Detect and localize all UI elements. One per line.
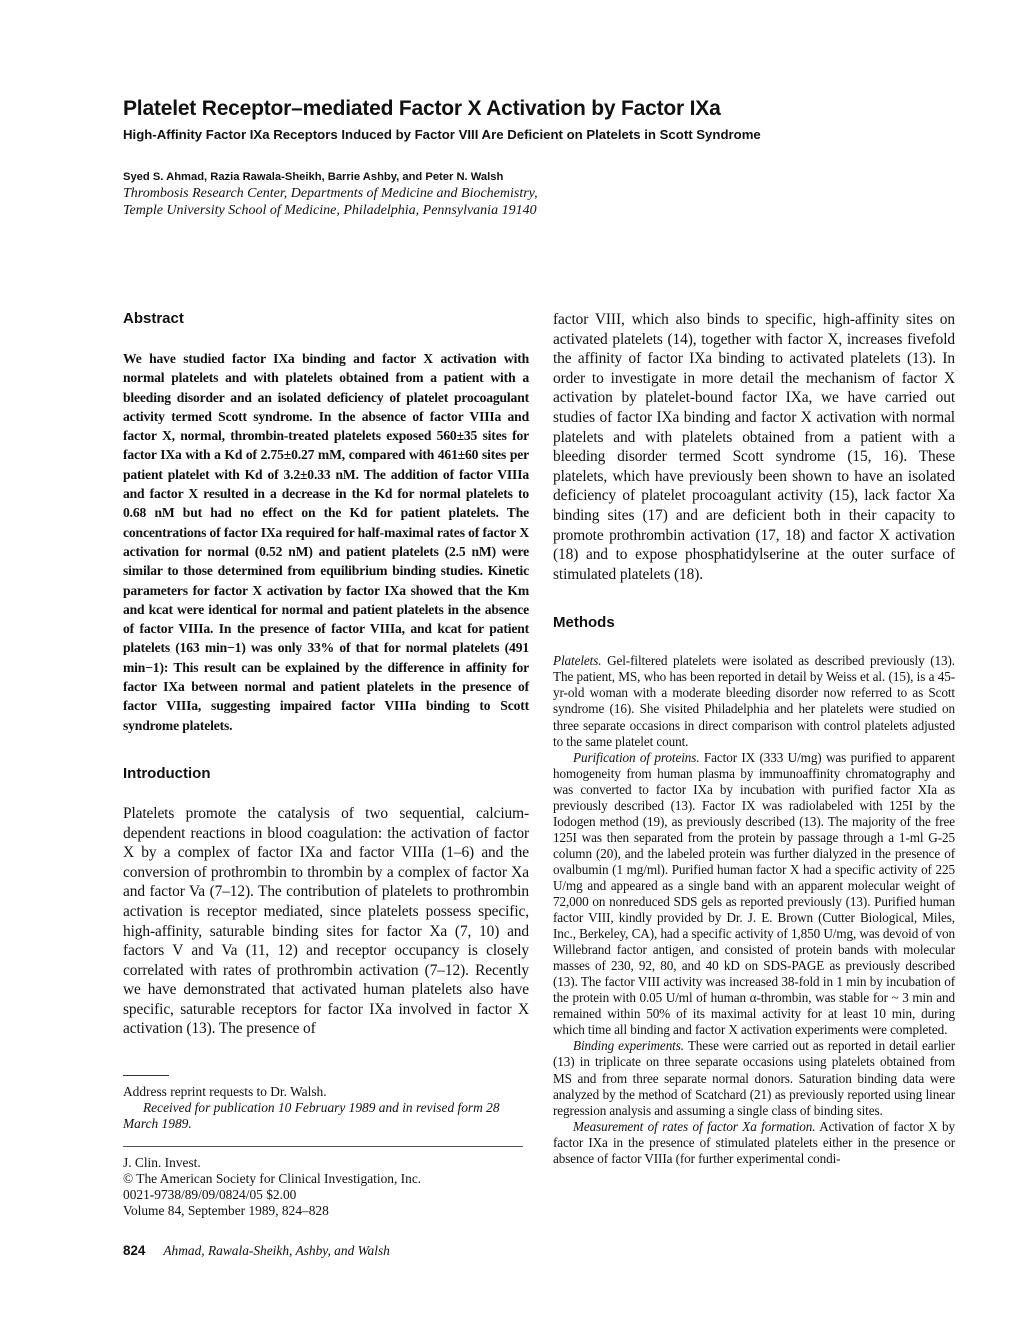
methods-heading: Methods bbox=[553, 614, 615, 632]
author-list: Syed S. Ahmad, Razia Rawala-Sheikh, Barrie Ashby, and Peter N. Walsh bbox=[123, 171, 504, 183]
page-footer bbox=[123, 1243, 390, 1259]
page-number: 824 bbox=[123, 1243, 146, 1258]
introduction-continued-text: factor VIII, which also binds to specific, high-affinity sites on activated platelets (14), together with factor X, increases fivefold the affinity of factor IXa binding to activated platelets (13). In order to investigate in more detail the mechanism of factor X activation by platelet-bound factor IXa, we have carried out studies of factor IXa binding and factor X activation with normal platelets and with platelets obtained from a patient with a bleeding disorder termed Scott syndrome (15, 16). These platelets, which have previously been shown to have an isolated deficiency of platelet procoagulant activity (15), lack factor Xa binding sites (17) and are deficient both in their capacity to promote prothrombin activation (17, 18) and factor X activation (18) and to expose phosphatidylserine at the outer surface of stimulated platelets (18). bbox=[553, 311, 955, 583]
purification-text: Factor IX (333 U/mg) was purified to apparent homogeneity from human plasma by immunoaffinity chromatography and was converted to factor IXa by incubation with purified factor XIa as previously described (13). Factor IX was radiolabeled with 125I by the Iodogen method (19), as previously described (13). The majority of the free 125I was then separated from the protein by passage through a 1-ml G-25 column (20), and the labeled protein was further dialyzed in the presence of ovalbumin (1 mg/ml). Purified human factor X had a specific activity of 225 U/mg and appeared as a single band with an apparent molecular weight of 72,000 on nonreduced SDS gels as reported previously (13). Purified human factor VIII, kindly provided by Dr. J. E. Brown (Cutter Biological, Miles, Inc., Berkeley, CA), had a specific activity of 1,850 U/mg, was devoid of von Willebrand factor antigen, and consisted of protein bands with molecular masses of 230, 92, 80, and 40 kD on SDS-PAGE as previously described (13). The factor VIII activity was increased 38-fold in 1 min by incubation of the protein with 0.05 U/ml of human α-thrombin, was stable for ~ 3 min and remained within 50% of its maximal activity for at least 10 min, during which time all binding and factor X activation experiments were completed. bbox=[553, 749, 955, 1038]
binding-text: These were carried out as reported in detail earlier (13) in triplicate on three separate occasions using platelets obtained from MS and from three separate normal donors. Saturation binding data were analyzed by the method of Scatchard (21) as previously reported using linear regression analysis and assuming a single class of binding sites. bbox=[553, 1038, 955, 1118]
purification-label: Purification of proteins. bbox=[573, 749, 700, 765]
affiliation-line-1: Thrombosis Research Center, Departments of Medicine and Biochemistry, bbox=[123, 186, 538, 201]
abstract-heading: Abstract bbox=[123, 310, 184, 327]
binding-label: Binding experiments. bbox=[573, 1038, 684, 1054]
introduction-heading: Introduction bbox=[123, 764, 211, 782]
measurement-text: Activation of factor X by factor IXa in the presence of stimulated platelets either in the presence or absence of factor VIIIa (for further experimental condi- bbox=[553, 1118, 955, 1166]
left-column bbox=[123, 310, 529, 1219]
footnote-divider bbox=[123, 1075, 169, 1076]
platelets-text: Gel-filtered platelets were isolated as described previously (13). The patient, MS, who has been reported in detail by Weiss et al. (15), is a 45-yr-old woman with a moderate bleeding disorder now referred to as Scott syndrome (16). She visited Philadelphia and her platelets were studied on three separate occasions in direct comparison with control platelets adjusted to the same platelet count. bbox=[553, 653, 955, 749]
reprint-note: Address reprint requests to Dr. Walsh. bbox=[123, 1084, 327, 1100]
copyright-notice: © The American Society for Clinical Investigation, Inc. bbox=[123, 1171, 422, 1187]
binding-paragraph bbox=[553, 1038, 955, 1118]
measurement-label: Measurement of rates of factor Xa formation. bbox=[573, 1118, 816, 1134]
right-column bbox=[553, 310, 955, 1167]
measurement-paragraph bbox=[553, 1119, 955, 1167]
journal-name: J. Clin. Invest. bbox=[123, 1155, 201, 1171]
running-head: Ahmad, Rawala-Sheikh, Ashby, and Walsh bbox=[163, 1243, 390, 1258]
article-title: Platelet Receptor–mediated Factor X Activation by Factor IXa bbox=[123, 97, 721, 120]
platelets-paragraph bbox=[553, 653, 955, 749]
article-subtitle: High-Affinity Factor IXa Receptors Induced by Factor VIII Are Deficient on Platelets in Scott Syndrome bbox=[123, 127, 761, 142]
volume-info: Volume 84, September 1989, 824–828 bbox=[123, 1203, 329, 1219]
purification-paragraph bbox=[553, 750, 955, 1039]
abstract-text: We have studied factor IXa binding and factor X activation with normal platelets and with platelets obtained from a patient with a bleeding disorder and an isolated deficiency of platelet procoagulant activity termed Scott syndrome. In the absence of factor VIIIa and factor X, normal, thrombin-treated platelets exposed 560±35 sites for factor IXa with a Kd of 2.75±0.27 mM, compared with 461±60 sites per patient platelet with Kd of 3.2±0.33 nM. The addition of factor VIIIa and factor X resulted in a decrease in the Kd for normal platelets to 0.68 nM but had no effect on the Kd for patient platelets. The concentrations of factor IXa required for half-maximal rates of factor X activation for normal (0.52 nM) and patient platelets (2.5 nM) were similar to those determined from equilibrium binding studies. Kinetic parameters for factor X activation by factor IXa showed that the Km and kcat were identical for normal and patient platelets in the absence of factor VIIIa. In the presence of factor VIIIa, and kcat for patient platelets (163 min−1) was only 33% of that for normal platelets (491 min−1): This result can be explained by the difference in affinity for factor IXa between normal and patient platelets in the presence of factor VIIIa, suggesting impaired factor VIIIa binding to Scott syndrome platelets. bbox=[123, 351, 529, 733]
platelets-label: Platelets. bbox=[553, 653, 602, 669]
received-note: Received for publication 10 February 1989 and in revised form 28 March 1989. bbox=[123, 1100, 500, 1132]
introduction-text: Platelets promote the catalysis of two sequential, calcium-dependent reactions in blood coagulation: the activation of factor X by a complex of factor IXa and factor VIIIa (1–6) and the conversion of prothrombin to thrombin by a complex of factor Xa and factor Va (7–12). The contribution of platelets to prothrombin activation is receptor mediated, since platelets possess specific, high-affinity, saturable binding sites for factor Xa (7, 10) and factors V and Va (11, 12) and receptor occupancy is closely correlated with rates of prothrombin activation (7–12). Recently we have demonstrated that activated human platelets also have specific, saturable receptors for factor IXa involved in factor X activation (13). The presence of bbox=[123, 804, 529, 1038]
affiliation-line-2: Temple University School of Medicine, Philadelphia, Pennsylvania 19140 bbox=[123, 203, 537, 218]
article-header bbox=[123, 96, 953, 219]
issn-code: 0021-9738/89/09/0824/05 $2.00 bbox=[123, 1187, 297, 1203]
copyright-divider bbox=[123, 1146, 523, 1147]
